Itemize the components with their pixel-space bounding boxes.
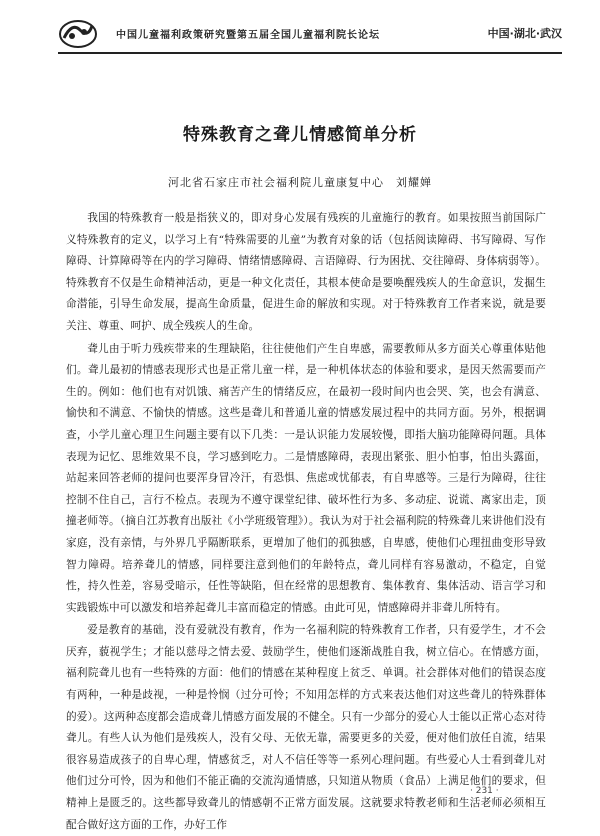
paragraph: 我国的特殊教育一般是指狭义的，即对身心发展有残疾的儿童施行的教育。如果按照当前国际广义特殊教育的定义，以学习上有“特殊需要的儿童”为教育对象的话（包括阅读障碍、书写障碍、写作障碍、计算障碍等在内的学习障碍、情绪情感障碍、言语障碍、行为困扰、交往障碍、身体病弱等）。特殊教育不仅是生命精神活动，更是一种文化责任，其根本使命是要唤醒残疾人的生命意识，发掘生命潜能，引导生命发展，提高生命质量，促进生命的解放和实现。对于特殊教育工作者来说，就是要关注、尊重、呵护、成全残疾人的生命。 [66,212,546,332]
header-location: 中国·湖北·武汉 [487,27,562,40]
page-number: · 231 · [470,786,499,796]
article-author: 河北省石家庄市社会福利院儿童康复中心 刘耀婵 [168,176,432,189]
paragraph: 爱是教育的基础，没有爱就没有教育，作为一名福利院的特殊教育工作者，只有爱学生，才不会厌弃，藐视学生；才能以慈母之情去爱、鼓励学生，使他们逐渐战胜自我，树立信心。在情感方面，福利院聋儿也有一些特殊的方面：他们的情感在某种程度上贫乏、单调。社会群体对他们的错误态度有两种，一种是歧视，一种是怜悯（过分可怜；不知用怎样的方式来表达他们对这些聋儿的特殊群体的爱）。这两种态度都会造成聋儿情感方面发展的不健全。只有一少部分的爱心人士能以正常心态对待聋儿。有些人认为他们是残疾人，没有父母、无依无靠，需要更多的关爱，便对他们放任自流，结果很容易造成孩子的自卑心理，情感贫乏，对人不信任等等一系列心理问题。有些爱心人士看到聋儿对他们过分可怜，因为和他们不能正确的交流沟通情感，只知道从物质（食品）上满足他们的要求，但精神上是匮乏的。这些都导致聋儿的情感朝不正常方面发展。这就要求特教老师和生活老师必须相互配合做好这方面的工作，办好工作 [66,624,546,831]
forum-logo-icon [58,18,98,50]
article-body [66,208,546,836]
page-header [58,18,562,54]
paragraph: 聋儿由于听力残疾带来的生理缺陷，往往使他们产生自卑感，需要教师从多方面关心尊重体贴他们。聋儿最初的情感表现形式也是正常儿童一样，是一种机体状态的体验和要求，是因天然需要而产生的。例如：他们也有对饥饿、痛苦产生的情绪反应，在最初一段时间内也会哭、笑，也会有满意、愉快和不满意、不愉快的情感。这些是聋儿和普通儿童的情感发展过程中的共同方面。另外，根据调查，小学儿童心理卫生问题主要有以下几类：一是认识能力发展较慢，即指大脑功能障碍问题。具体表现为记忆、思维效果不良，学习感到吃力。二是情感障碍，表现出紧张、胆小怕事，怕出头露面，站起来回答老师的提问也要浑身冒冷汗，有恐惧、焦虑或忧郁表，有自卑感等。三是行为障碍，往往控制不住自己，言行不检点。表现为不遵守课堂纪律、破坏性行为多、多动症、说谎、离家出走，顶撞老师等。（摘自江苏教育出版社《小学班级管理》）。我认为对于社会福利院的特殊聋儿来讲他们没有家庭，没有亲情，与外界几乎隔断联系，更增加了他们的孤独感，自卑感，使他们心理扭曲变形导致智力障碍。培养聋儿的情感，同样要注意到他们的年龄特点，聋儿同样有容易激动，不稳定，自觉性，持久性差，容易受暗示，任性等缺陷，但在经常的思想教育、集体教育、集体活动、语言学习和实践锻炼中可以激发和培养起聋儿丰富而稳定的情感。由此可见，情感障碍并非聋儿所特有。 [66,342,546,614]
header-title: 中国儿童福利政策研究暨第五届全国儿童福利院长论坛 [116,30,380,41]
article-title: 特殊教育之聋儿情感简单分析 [183,125,417,145]
